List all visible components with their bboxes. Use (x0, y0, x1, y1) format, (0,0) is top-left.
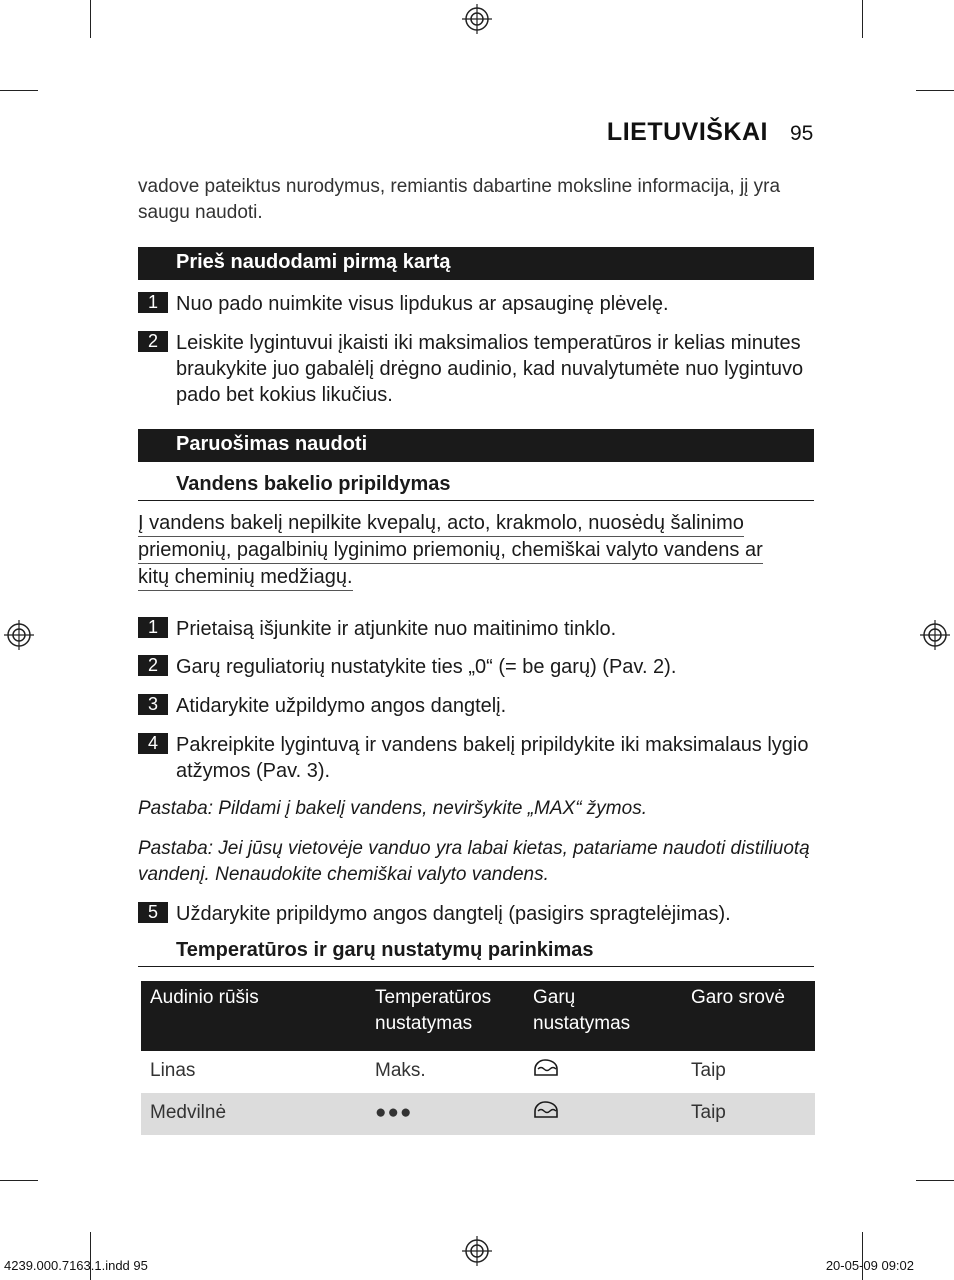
crop-mark (90, 0, 91, 38)
step-text: Nuo pado nuimkite visus lipdukus ar apsauginę plėvelę. (176, 293, 669, 315)
list-item (138, 732, 818, 784)
step-text: Atidarykite užpildymo angos dangtelį. (176, 695, 507, 717)
steam-icon (533, 1057, 559, 1077)
warning-line: Į vandens bakelį nepilkite kvepalų, acto, krakmolo, nuosėdų šalinimo (138, 510, 744, 537)
subsection-title: Vandens bakelio pripildymas (176, 473, 451, 495)
column-header: Garo srovė (682, 981, 815, 1051)
table-cell: Taip (682, 1093, 815, 1135)
footer-timestamp: 20-05-09 09:02 (825, 1258, 914, 1273)
table-cell: Medvilnė (141, 1093, 366, 1135)
section-title: Paruošimas naudoti (176, 433, 368, 455)
subsection-heading (138, 473, 814, 501)
column-header: Temperatūros nustatymas (366, 981, 524, 1051)
step-text: Garų reguliatorių nustatykite ties „0“ (= be garų) (Pav. 2). (176, 656, 677, 678)
column-header: Garų nustatymas (524, 981, 682, 1051)
table-cell: Taip (691, 1060, 726, 1081)
temperature-dots: ●●● (366, 1093, 524, 1135)
language-heading: LIETUVIŠKAI (606, 118, 768, 146)
warning-line: priemonių, pagalbinių lyginimo priemonių, chemiškai valyto vandens ar (138, 537, 763, 564)
settings-table (141, 981, 815, 1135)
registration-mark-icon (462, 4, 492, 34)
registration-mark-icon (462, 1236, 492, 1266)
crop-mark (916, 1180, 954, 1181)
step-number: 3 (138, 694, 168, 715)
list-item (138, 654, 818, 680)
subsection-title: Temperatūros ir garų nustatymų parinkimas (176, 939, 594, 961)
footer-file-info: 4239.000.7163.1.indd 95 (4, 1258, 148, 1273)
step-text: Pakreipkite lygintuvą ir vandens bakelį pripildykite iki maksimalaus lygio atžymos (Pav. 3). (176, 734, 809, 782)
note-text: Pastaba: Pildami į bakelį vandens, neviršykite „MAX“ žymos. (138, 798, 647, 819)
step-text: Uždarykite pripildymo angos dangtelį (pasigirs spragtelėjimas). (176, 903, 731, 925)
step-text: Leiskite lygintuvui įkaisti iki maksimalios temperatūros ir kelias minutes braukykite juo gabalėlį drėgno audinio, kad nuvalytumėte nuo lygintuvo pado bet kokius likučius. (176, 332, 804, 406)
table-header-row (141, 981, 815, 1051)
step-number: 1 (138, 617, 168, 638)
crop-mark (0, 1180, 38, 1181)
subsection-heading (138, 939, 814, 967)
table-cell: Linas (150, 1060, 196, 1081)
warning-text (138, 510, 763, 591)
table-row (141, 1093, 815, 1135)
step-number: 1 (138, 292, 168, 313)
section-heading-bar (138, 429, 814, 462)
list-item (138, 616, 818, 642)
step-number: 2 (138, 655, 168, 676)
section-heading-bar (138, 247, 814, 280)
warning-line: kitų cheminių medžiagų. (138, 564, 353, 591)
table-cell (524, 1093, 682, 1135)
section-title: Prieš naudodami pirmą kartą (176, 251, 451, 273)
list-item (138, 693, 818, 719)
crop-mark (916, 90, 954, 91)
step-number: 5 (138, 902, 168, 923)
list-item (138, 291, 818, 317)
list-item (138, 330, 818, 408)
intro-paragraph: vadove pateiktus nurodymus, remiantis dabartine moksline informacija, jį yra saugu naudoti. (138, 176, 781, 223)
step-number: 2 (138, 331, 168, 352)
table-cell (524, 1051, 682, 1093)
page-number: 95 (790, 122, 814, 145)
table-row (141, 1051, 815, 1093)
note-text: Pastaba: Jei jūsų vietovėje vanduo yra labai kietas, patariame naudoti distiliuotą vandenį. Nenaudokite chemiškai valyto vandens. (138, 838, 810, 885)
crop-mark (0, 90, 38, 91)
step-number: 4 (138, 733, 168, 754)
list-item (138, 901, 818, 927)
column-header: Audinio rūšis (141, 981, 366, 1051)
step-text: Prietaisą išjunkite ir atjunkite nuo maitinimo tinklo. (176, 618, 617, 640)
table-cell: Maks. (375, 1060, 426, 1081)
crop-mark (862, 0, 863, 38)
registration-mark-icon (4, 620, 34, 650)
steam-icon (533, 1099, 559, 1119)
registration-mark-icon (920, 620, 950, 650)
